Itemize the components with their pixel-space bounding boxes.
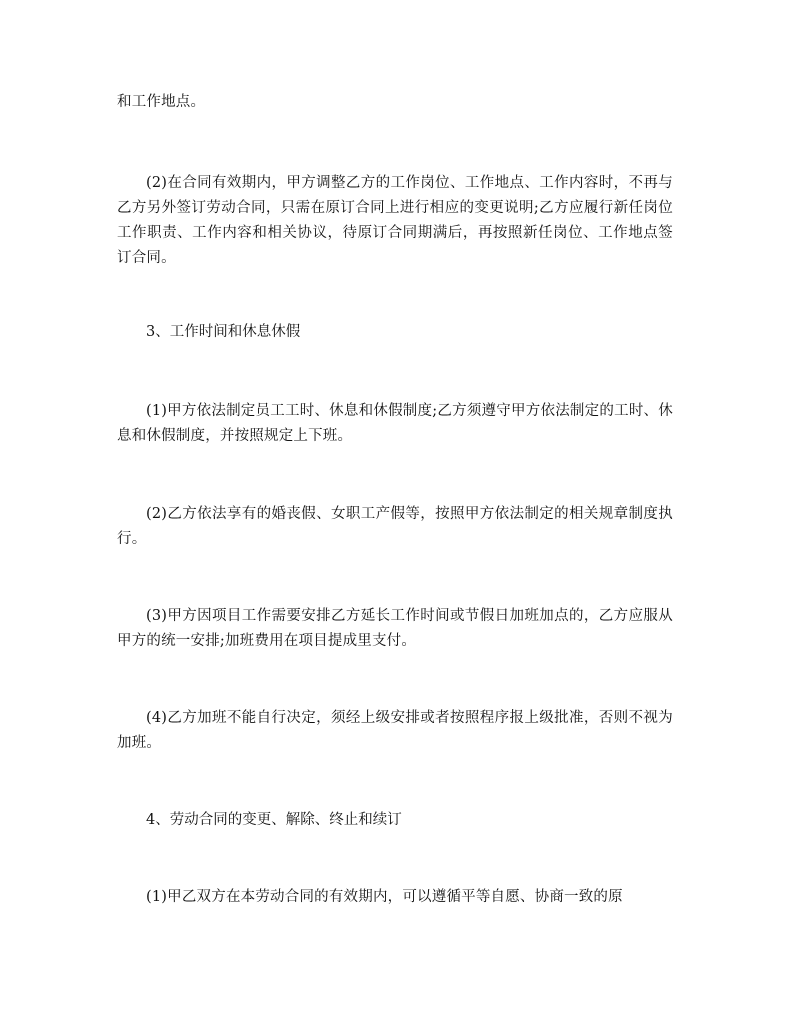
section-heading-contract-changes: 4、劳动合同的变更、解除、终止和续订 — [146, 812, 402, 828]
paragraph-clause-4-overtime-approval: (4)乙方加班不能自行决定，须经上级安排或者按照程序报上级批准，否则不视为加班。 — [117, 710, 673, 751]
paragraph-clause-2-leave: (2)乙方依法享有的婚丧假、女职工产假等，按照甲方依法制定的相关规章制度执行。 — [117, 506, 673, 547]
paragraph-clause-2-change: (2)在合同有效期内，甲方调整乙方的工作岗位、工作地点、工作内容时，不再与乙方另外签订劳动合同，只需在原订合同上进行相应的变更说明;乙方应履行新任岗位工作职责、工作内容和相关协议，待原订合同期满后，再按照新任岗位、工作地点签订合同。 — [117, 175, 673, 266]
section-heading-work-time: 3、工作时间和休息休假 — [146, 324, 301, 340]
paragraph-clause-3-overtime: (3)甲方因项目工作需要安排乙方延长工作时间或节假日加班加点的，乙方应服从甲方的统一安排;加班费用在项目提成里支付。 — [117, 608, 673, 649]
paragraph-clause-1-hours: (1)甲方依法制定员工工时、休息和休假制度;乙方须遵守甲方依法制定的工时、休息和休假制度，并按照规定上下班。 — [117, 403, 673, 444]
paragraph-continuation: 和工作地点。 — [117, 94, 206, 110]
paragraph-clause-1-mutual-agreement: (1)甲乙双方在本劳动合同的有效期内，可以遵循平等自愿、协商一致的原 — [146, 889, 623, 905]
